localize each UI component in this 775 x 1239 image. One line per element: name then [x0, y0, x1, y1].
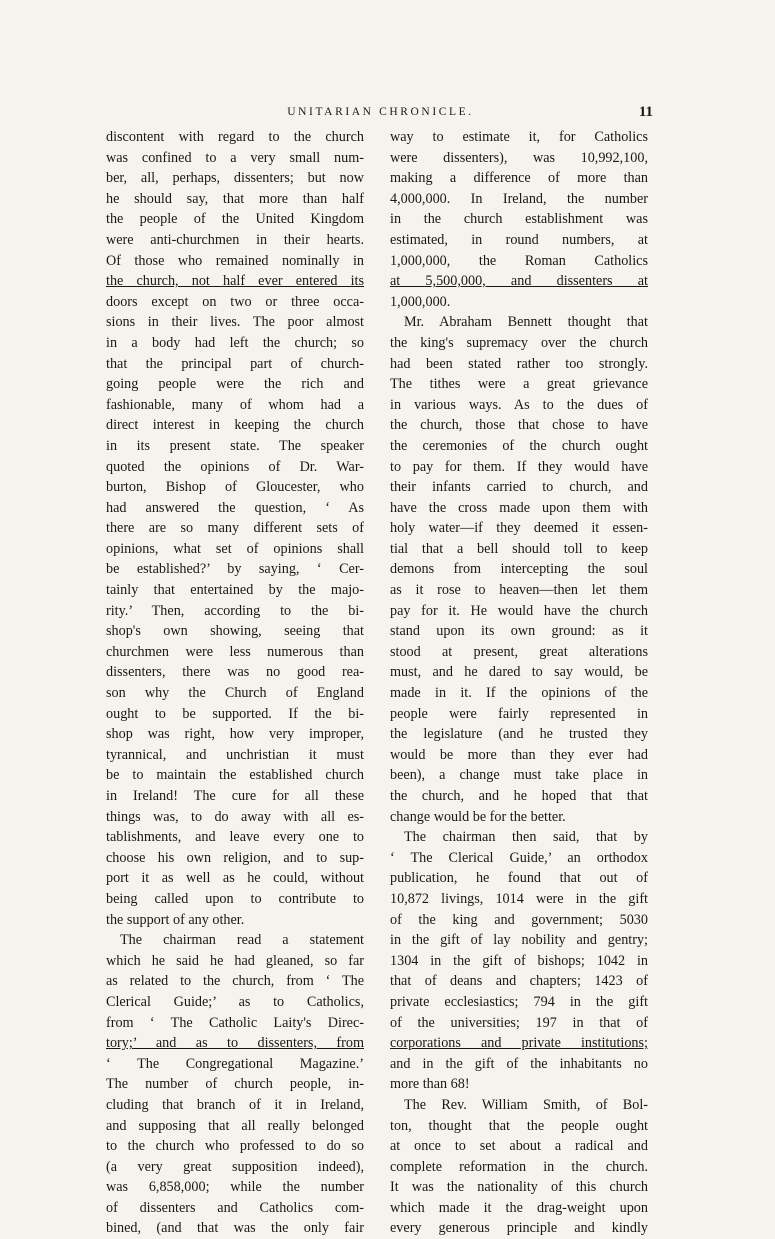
text-line: 1,000,000. [390, 293, 451, 310]
text-line: was 6,858,000; while the number [106, 1179, 364, 1196]
text-line: people were fairly represented in [390, 705, 648, 722]
text-line: complete reformation in the church. [390, 1158, 648, 1175]
text-line: pay for it. He would have the church [390, 602, 648, 619]
text-line: ‘ The Congregational Magazine.’ [106, 1055, 364, 1072]
text-line: made in it. If the opinions of the [390, 685, 648, 702]
text-line: that of deans and chapters; 1423 of [390, 973, 648, 990]
text-line: in a body had left the church; so [106, 334, 364, 351]
text-line: in the gift of lay nobility and gentry; [390, 932, 648, 949]
text-line: private ecclesiastics; 794 in the gift [390, 993, 648, 1010]
text-line: going people were the rich and [106, 376, 364, 393]
text-line: of the king and government; 5030 [390, 911, 648, 928]
text-line: were anti-churchmen in their hearts. [106, 231, 364, 248]
text-line: 1,000,000, the Roman Catholics [390, 252, 648, 269]
text-line: quoted the opinions of Dr. War- [106, 458, 364, 475]
text-line: at 5,500,000, and dissenters at [390, 273, 648, 290]
text-line: stand upon its own ground: as it [390, 623, 648, 640]
text-line: corporations and private institutions; [390, 1035, 648, 1052]
text-line: The Rev. William Smith, of Bol- [404, 1096, 648, 1113]
text-line: of the universities; 197 in that of [390, 1014, 648, 1031]
text-line: The chairman read a statement [120, 932, 364, 949]
right-column [390, 127, 648, 1239]
text-line: the legislature (and he trusted they [390, 726, 648, 743]
text-line: be to maintain the established church [106, 767, 364, 784]
text-line: way to estimate it, for Catholics [390, 129, 648, 145]
text-line: ought to be supported. If the bi- [106, 705, 364, 722]
text-line: It was the nationality of this church [390, 1179, 648, 1196]
text-line: ber, all, perhaps, dissenters; but now [106, 170, 364, 187]
text-line: was confined to a very small num- [106, 149, 364, 166]
text-line: at once to set about a radical and [390, 1138, 648, 1155]
text-line: demons from intercepting the soul [390, 561, 648, 578]
text-line: change would be for the better. [390, 808, 566, 825]
text-line: must, and he dared to say would, be [390, 664, 648, 681]
text-line: rity.’ Then, according to the bi- [106, 602, 364, 619]
text-line: shop was right, how very improper, [106, 726, 364, 743]
text-line: the church, and he hoped that that [390, 788, 648, 804]
text-line: been), a change must take place in [390, 767, 648, 784]
text-line: tablishments, and leave every one to [106, 829, 364, 846]
text-line: 4,000,000. In Ireland, the number [390, 190, 648, 207]
text-line: Clerical Guide;’ as to Catholics, [106, 993, 364, 1010]
text-line: he should say, that more than half [106, 190, 364, 207]
text-line: and in the gift of the inhabitants no [390, 1055, 648, 1072]
text-line: tial that a bell should toll to keep [390, 540, 648, 557]
text-line: in various ways. As to the dues of [390, 396, 648, 413]
text-line: choose his own religion, and to sup- [106, 849, 364, 866]
text-line: things was, to do away with all es- [106, 808, 364, 825]
text-line: dissenters, there was no good rea- [106, 664, 364, 681]
text-line: ‘ The Clerical Guide,’ an orthodox [390, 849, 648, 866]
text-line: bined, (and that was the only fair [106, 1220, 364, 1237]
text-line: 1304 in the gift of bishops; 1042 in [390, 952, 648, 969]
text-line: in its present state. The speaker [106, 437, 364, 454]
page-number: 11 [638, 104, 653, 120]
text-line: every generous principle and kindly [390, 1220, 648, 1237]
text-line: being called upon to contribute to [106, 890, 364, 907]
text-line: the king's supremacy over the church [390, 334, 648, 351]
page-header [108, 104, 653, 124]
text-line: and supposing that all really belonged [106, 1117, 364, 1134]
text-line: holy water—if they deemed it essen- [390, 520, 648, 537]
text-line: the people of the United Kingdom [106, 211, 364, 228]
text-line: of dissenters and Catholics com- [106, 1199, 364, 1216]
text-line: shop's own showing, seeing that [106, 623, 364, 640]
text-line: making a difference of more than [390, 170, 648, 187]
text-line: 10,872 livings, 1014 were in the gift [390, 890, 648, 907]
text-line: as it rose to heaven—then let them [390, 582, 648, 599]
text-line: their infants carried to church, and [390, 479, 648, 496]
text-line: sions in their lives. The poor almost [106, 314, 364, 331]
text-line: The number of church people, in- [106, 1076, 364, 1093]
text-line: be established?’ by saying, ‘ Cer- [106, 561, 364, 578]
text-line: to pay for them. If they would have [390, 458, 648, 475]
text-line: more than 68! [390, 1076, 470, 1093]
text-line: fashionable, many of whom had a [106, 396, 364, 413]
text-line: churchmen were less numerous than [106, 643, 364, 660]
text-line: The chairman then said, that by [404, 829, 648, 846]
text-line: Mr. Abraham Bennett thought that [404, 314, 648, 331]
text-line: had answered the question, ‘ As [106, 499, 364, 516]
text-line: would be more than they ever had [390, 746, 648, 763]
running-title: UNITARIAN CHRONICLE. [287, 106, 474, 118]
text-line: (a very great supposition indeed), [106, 1158, 364, 1175]
text-line: the support of any other. [106, 911, 245, 928]
text-line: estimated, in round numbers, at [390, 231, 648, 248]
text-line: the church, not half ever entered its [106, 273, 364, 290]
text-line: have the cross made upon them with [390, 499, 648, 516]
text-line: doors except on two or three occa- [106, 293, 364, 310]
text-line: which made it the drag-weight upon [390, 1199, 648, 1216]
text-line: ton, thought that the people ought [390, 1117, 648, 1134]
text-line: to the church who professed to do so [106, 1138, 364, 1155]
text-line: cluding that branch of it in Ireland, [106, 1096, 364, 1113]
text-line: there are so many different sets of [106, 520, 364, 537]
text-line: opinions, what set of opinions shall [106, 540, 364, 557]
text-line: tory;’ and as to dissenters, from [106, 1035, 364, 1052]
text-line: were dissenters), was 10,992,100, [390, 149, 648, 166]
text-line: the ceremonies of the church ought [390, 437, 648, 454]
text-line: which he said he had gleaned, so far [106, 952, 364, 969]
text-line: port it as well as he could, without [106, 870, 364, 887]
text-line: as related to the church, from ‘ The [106, 973, 364, 990]
text-line: burton, Bishop of Gloucester, who [106, 479, 364, 496]
text-line: discontent with regard to the church [106, 129, 364, 145]
text-line: The tithes were a great grievance [390, 376, 648, 393]
text-line: stood at present, great alterations [390, 643, 648, 660]
text-line: the church, those that chose to have [390, 417, 648, 434]
text-line: Of those who remained nominally in [106, 252, 364, 269]
text-line: from ‘ The Catholic Laity's Direc- [106, 1014, 364, 1031]
text-line: publication, he found that out of [390, 870, 648, 887]
text-line: had been stated rather too strongly. [390, 355, 648, 372]
text-line: in Ireland! The cure for all these [106, 788, 364, 804]
text-line: tyrannical, and unchristian it must [106, 746, 364, 763]
text-line: direct interest in keeping the church [106, 417, 364, 434]
text-line: son why the Church of England [106, 685, 364, 702]
text-line: that the principal part of church- [106, 355, 364, 372]
text-line: in the church establishment was [390, 211, 648, 228]
left-column [106, 127, 364, 1239]
text-line: tainly that entertained by the majo- [106, 582, 364, 599]
